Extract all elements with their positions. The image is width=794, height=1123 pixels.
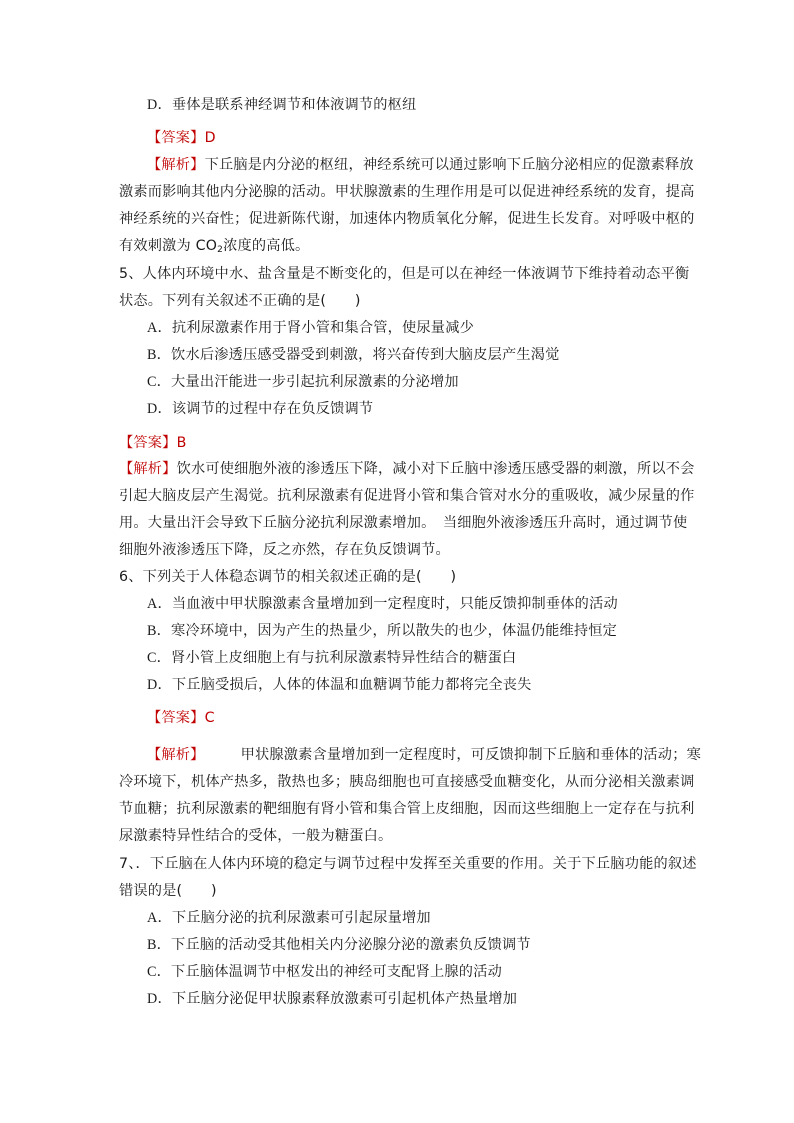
q4-analysis-text-1: 下丘脑是内分泌的枢纽，神经系统可以通过影响下丘脑分泌相应的促激素释放	[204, 157, 694, 173]
q7-option-a: A．下丘脑分泌的抗利尿激素可引起尿量增加	[147, 910, 431, 926]
q4-analysis-subscript: 2	[217, 245, 224, 255]
q6-answer-tag: 【答案】	[147, 710, 205, 726]
q6-analysis-tag: 【解析】	[147, 747, 205, 763]
q7-option-c: C．下丘脑体温调节中枢发出的神经可支配肾上腺的活动	[147, 964, 502, 980]
q5-answer	[119, 433, 187, 453]
q6-analysis-line-4: 尿激素特异性结合的受体，一般为糖蛋白。	[119, 828, 393, 844]
q5-option-b: B．饮水后渗透压感受器受到刺激，将兴奋传到大脑皮层产生渴觉	[147, 347, 560, 363]
q6-option-a: A．当血液中甲状腺激素含量增加到一定程度时，只能反馈抑制垂体的活动	[147, 596, 618, 612]
q5-analysis-text-1: 饮水可使细胞外液的渗透压下降，减小对下丘脑中渗透压感受器的刺激，所以不会	[176, 461, 695, 477]
q5-stem-line-2: 状态。下列有关叙述不正确的是( )	[119, 293, 361, 309]
q4-analysis-line-4	[119, 236, 309, 256]
q6-option-d: D．下丘脑受损后，人体的体温和血糖调节能力都将完全丧失	[147, 677, 532, 693]
q5-option-d: D．该调节的过程中存在负反馈调节	[147, 401, 374, 417]
q5-analysis-tag: 【解析】	[119, 461, 177, 477]
q7-stem-line-1: 7、．下丘脑在人体内环境的稳定与调节过程中发挥至关重要的作用。关于下丘脑功能的叙述	[119, 856, 697, 872]
q4-answer-value: D	[204, 130, 216, 146]
q5-answer-value: B	[176, 435, 187, 451]
q4-analysis-line-3: 神经系统的兴奋性；促进新陈代谢，加速体内物质氧化分解，促进生长发育。对呼吸中枢的	[119, 211, 695, 227]
q5-analysis-line-4: 细胞外液渗透压下降，反之亦然，存在负反馈调节。	[119, 542, 450, 558]
q5-analysis-line-1	[119, 459, 695, 479]
q4-option-d: D．垂体是联系神经调节和体液调节的枢纽	[147, 97, 417, 113]
q4-answer-tag: 【答案】	[147, 130, 205, 146]
q7-option-d: D．下丘脑分泌促甲状腺素释放激素可引起机体产热量增加	[147, 991, 518, 1007]
q6-answer	[147, 708, 215, 728]
q6-analysis-text-1: 甲状腺激素含量增加到一定程度时，可反馈抑制下丘脑和垂体的活动；寒	[240, 747, 701, 763]
q4-analysis-line-1	[147, 155, 694, 175]
q5-analysis-line-3: 用。大量出汗会导致下丘脑分泌抗利尿激素增加。 当细胞外液渗透压升高时，通过调节使	[119, 515, 688, 531]
q6-analysis-line-3: 节血糖；抗利尿激素的靶细胞有肾小管和集合管上皮细胞，因而这些细胞上一定存在与抗利	[119, 801, 695, 817]
q4-analysis-text-4a: 有效刺激为 CO	[119, 238, 218, 254]
q5-option-c: C．大量出汗能进一步引起抗利尿激素的分泌增加	[147, 374, 459, 390]
q4-analysis-text-4b: 浓度的高低。	[223, 238, 310, 254]
q7-stem-line-2: 错误的是( )	[119, 883, 217, 899]
q6-option-b: B．寒冷环境中，因为产生的热量少，所以散失的也少，体温仍能维持恒定	[147, 623, 618, 639]
q6-analysis-line-2: 冷环境下，机体产热多，散热也多；胰岛细胞也可直接感受血糖变化，从而分泌相关激素调	[119, 774, 695, 790]
q4-answer	[147, 128, 216, 148]
q5-stem-line-1: 5、人体内环境中水、盐含量是不断变化的，但是可以在神经一体液调节下维持着动态平衡	[119, 266, 690, 282]
q6-answer-value: C	[204, 710, 215, 726]
q5-analysis-line-2: 引起大脑皮层产生渴觉。抗利尿激素有促进肾小管和集合管对水分的重吸收，减少尿量的作	[119, 488, 695, 504]
q6-option-c: C．肾小管上皮细胞上有与抗利尿激素特异性结合的糖蛋白	[147, 650, 517, 666]
q7-option-b: B．下丘脑的活动受其他相关内分泌腺分泌的激素负反馈调节	[147, 937, 531, 953]
q6-stem: 6、下列关于人体稳态调节的相关叙述正确的是( )	[119, 569, 457, 585]
q5-answer-tag: 【答案】	[119, 435, 177, 451]
q5-option-a: A．抗利尿激素作用于肾小管和集合管，使尿量减少	[147, 320, 474, 336]
q4-analysis-line-2: 激素而影响其他内分泌腺的活动。甲状腺激素的生理作用是可以促进神经系统的发育，提高	[119, 184, 695, 200]
q6-analysis-line-1	[147, 745, 701, 765]
q4-analysis-tag: 【解析】	[147, 157, 205, 173]
